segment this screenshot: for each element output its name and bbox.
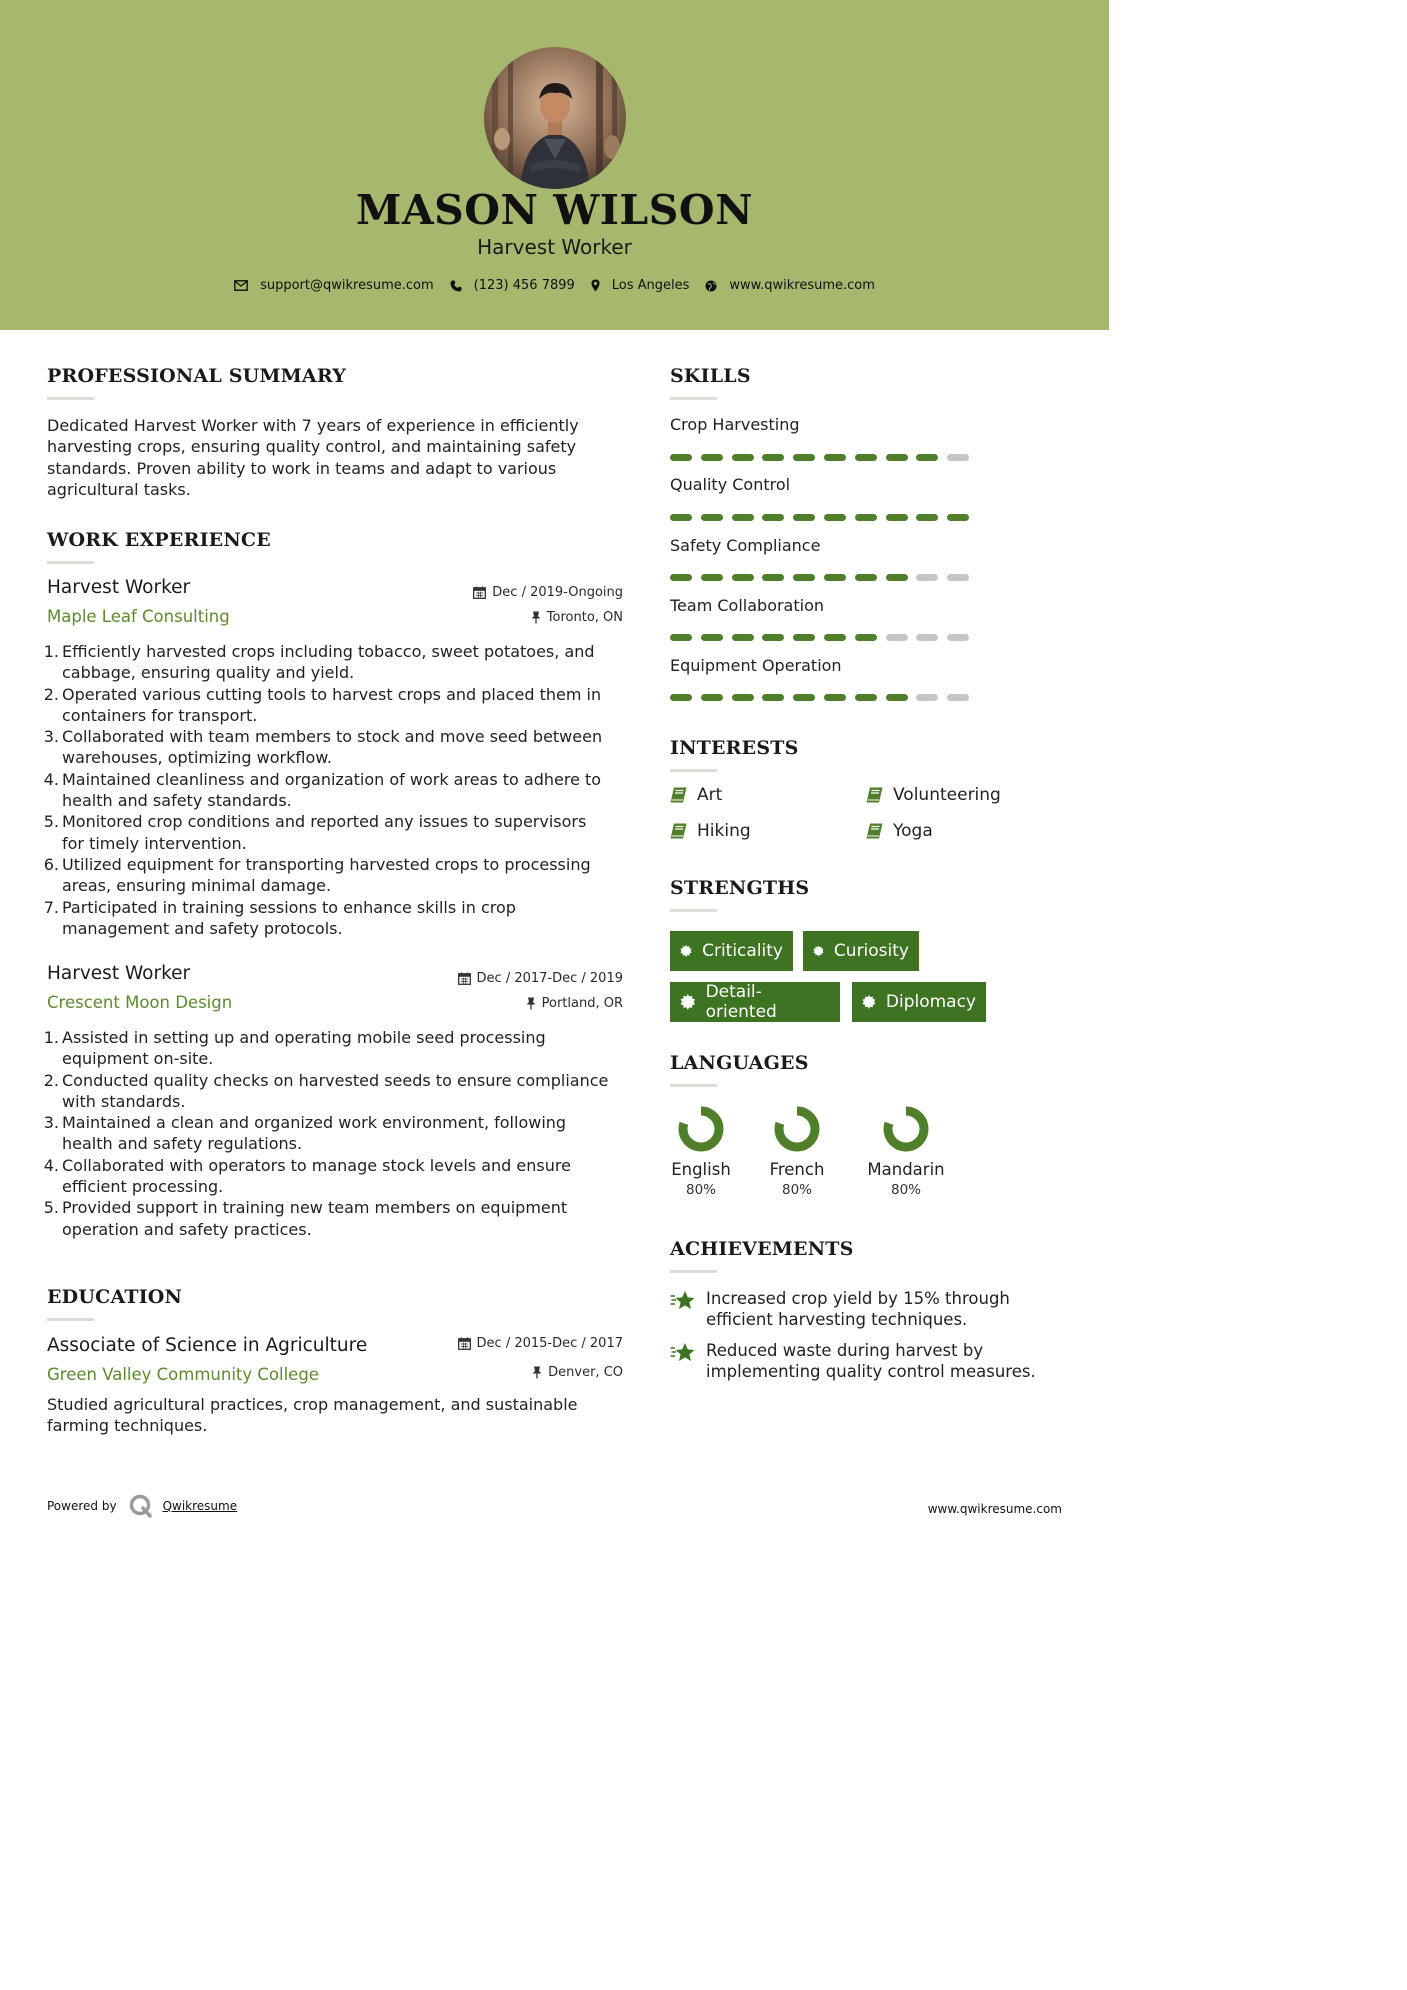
skill-level-bar: [670, 454, 970, 461]
strength-label: Diplomacy: [885, 992, 976, 1012]
skill-level-segment: [732, 514, 754, 521]
skill-level-bar: [670, 694, 970, 701]
profile-photo: [484, 47, 626, 189]
summary-line: agricultural tasks.: [47, 479, 191, 499]
skill-name: Quality Control: [670, 475, 791, 494]
language-item: [752, 1104, 842, 1198]
skill-level-segment: [886, 694, 908, 701]
skill-level-segment: [793, 454, 815, 461]
education-heading: EDUCATION: [47, 1286, 183, 1308]
job-dates-text: Dec / 2017-Dec / 2019: [476, 971, 623, 986]
skill-level-segment: [670, 514, 692, 521]
skill-level-segment: [732, 574, 754, 581]
section-divider: [670, 1270, 717, 1273]
contact-bar: [0, 278, 1109, 293]
language-item: [861, 1104, 951, 1198]
list-item: 5. Provided support in training new team members on equipment operation and safety practices.: [43, 1198, 568, 1239]
interest-label: Volunteering: [893, 785, 1001, 805]
skill-level-segment: [762, 454, 784, 461]
contact-phone-text: (123) 456 7899: [473, 278, 575, 293]
skill-name: Crop Harvesting: [670, 415, 800, 434]
skill-level-segment: [793, 694, 815, 701]
language-level-arc: [888, 1111, 924, 1147]
interest-label: Art: [697, 785, 723, 805]
job-location: [526, 996, 623, 1011]
job-location-text: Portland, OR: [541, 996, 623, 1011]
candidate-title: Harvest Worker: [477, 235, 632, 259]
phone-icon: [450, 280, 462, 292]
achievement-line: Increased crop yield by 15% through: [706, 1289, 1010, 1308]
skill-name: Team Collaboration: [670, 596, 825, 615]
skill-level-segment: [855, 634, 877, 641]
pushpin-icon: [526, 997, 536, 1010]
skill-level-segment: [916, 694, 938, 701]
skill-level-segment: [701, 454, 723, 461]
interest-item: [866, 821, 933, 841]
strength-label: Detail-oriented: [705, 982, 777, 1022]
calendar-icon: [473, 586, 486, 599]
skill-level-segment: [701, 574, 723, 581]
skill-level-segment: [762, 634, 784, 641]
education-line: farming techniques.: [47, 1416, 208, 1436]
star-icon: [670, 1342, 696, 1364]
footer-url[interactable]: www.qwikresume.com: [927, 1502, 1062, 1516]
badge-icon: [680, 943, 692, 959]
skill-level-segment: [916, 454, 938, 461]
skill-level-segment: [824, 694, 846, 701]
language-name: English: [671, 1160, 731, 1179]
skill-level-segment: [886, 574, 908, 581]
contact-phone[interactable]: [450, 278, 575, 293]
skill-level-segment: [701, 514, 723, 521]
skill-level-segment: [670, 574, 692, 581]
book-icon: [866, 787, 883, 803]
interest-item: [866, 785, 1001, 805]
skill-level-segment: [670, 634, 692, 641]
skill-level-segment: [947, 454, 969, 461]
summary-heading: PROFESSIONAL SUMMARY: [47, 365, 347, 387]
skill-level-segment: [916, 634, 938, 641]
section-divider: [47, 561, 94, 564]
degree-title: Associate of Science in Agriculture: [47, 1335, 368, 1356]
job-dates: [473, 585, 623, 600]
pushpin-icon: [532, 1366, 542, 1379]
strength-label: Curiosity: [833, 941, 909, 961]
interest-label: Hiking: [697, 821, 751, 841]
education-location: [532, 1365, 623, 1380]
strength-tag: [670, 982, 840, 1022]
list-item: 1. Assisted in setting up and operating mobile seed processing equipment on-site.: [43, 1028, 546, 1069]
job-location: [531, 610, 623, 625]
skill-level-segment: [916, 574, 938, 581]
skill-level-segment: [701, 694, 723, 701]
job-duties-list: [40, 641, 630, 939]
list-item: 7. Participated in training sessions to enhance skills in crop management and safety protocols.: [43, 897, 516, 938]
book-icon: [670, 823, 687, 839]
skill-level-segment: [670, 694, 692, 701]
contact-website[interactable]: [705, 278, 875, 293]
badge-icon: [680, 994, 696, 1010]
section-divider: [670, 909, 717, 912]
skill-level-segment: [824, 634, 846, 641]
language-level: 80%: [781, 1182, 812, 1198]
envelope-icon: [234, 280, 248, 291]
summary-line: Dedicated Harvest Worker with 7 years of experience in efficiently: [47, 416, 579, 435]
strength-tag: [670, 931, 793, 971]
contact-location-text: Los Angeles: [611, 278, 690, 293]
skill-level-segment: [762, 694, 784, 701]
section-divider: [670, 397, 717, 400]
skill-level-segment: [855, 514, 877, 521]
job-dates-text: Dec / 2019-Ongoing: [492, 585, 623, 600]
school-name: Green Valley Community College: [47, 1365, 319, 1384]
job-title: Harvest Worker: [47, 577, 191, 598]
skill-level-segment: [732, 694, 754, 701]
skill-level-segment: [886, 514, 908, 521]
skills-heading: SKILLS: [670, 365, 751, 387]
skill-level-segment: [886, 454, 908, 461]
achievement-line: Reduced waste during harvest by: [706, 1341, 984, 1360]
interest-label: Yoga: [893, 821, 933, 841]
strength-tag: [803, 931, 919, 971]
job-location-text: Toronto, ON: [546, 610, 623, 625]
badge-icon: [862, 994, 876, 1010]
achievement-line: efficient harvesting techniques.: [706, 1310, 968, 1330]
skill-level-bar: [670, 514, 970, 521]
education-location-text: Denver, CO: [548, 1365, 623, 1380]
map-pin-icon: [591, 279, 600, 292]
skill-level-bar: [670, 574, 970, 581]
job-duties-list: [40, 1027, 630, 1240]
strength-tag: [852, 982, 986, 1022]
powered-by-label: Powered by: [47, 1499, 117, 1513]
skill-level-segment: [701, 634, 723, 641]
list-item: 3. Collaborated with team members to stock and move seed between warehouses, optimizing workflow.: [43, 727, 603, 768]
achievement-item: [670, 1288, 1010, 1331]
job-title: Harvest Worker: [47, 963, 191, 984]
skill-level-segment: [793, 634, 815, 641]
badge-icon: [813, 943, 824, 959]
summary-line: standards. Proven ability to work in teams and adapt to various: [47, 458, 557, 478]
strengths-heading: STRENGTHS: [670, 877, 810, 899]
qwikresume-logo-icon: [129, 1494, 153, 1518]
skill-level-segment: [824, 454, 846, 461]
skill-level-segment: [947, 694, 969, 701]
language-level: 80%: [890, 1182, 921, 1198]
education-description: [47, 1394, 647, 1437]
section-divider: [670, 1084, 717, 1087]
language-level-ring: [772, 1104, 822, 1154]
skill-name: Equipment Operation: [670, 656, 842, 675]
skill-level-segment: [793, 514, 815, 521]
skill-level-segment: [762, 514, 784, 521]
list-item: 1. Efficiently harvested crops including tobacco, sweet potatoes, and cabbage, ensuring quality and yield.: [43, 642, 595, 683]
book-icon: [866, 823, 883, 839]
job-dates: [458, 971, 623, 986]
job-company: Maple Leaf Consulting: [47, 607, 230, 626]
skill-level-bar: [670, 634, 970, 641]
skill-level-segment: [886, 634, 908, 641]
interests-heading: INTERESTS: [670, 737, 799, 759]
achievement-line: implementing quality control measures.: [706, 1362, 1036, 1382]
brand-link[interactable]: Qwikresume: [162, 1499, 238, 1513]
pushpin-icon: [531, 611, 541, 624]
language-level-ring: [881, 1104, 931, 1154]
skill-name: Safety Compliance: [670, 536, 821, 555]
contact-location: [591, 278, 690, 293]
skill-level-segment: [732, 634, 754, 641]
skill-level-segment: [793, 574, 815, 581]
skill-level-segment: [762, 574, 784, 581]
contact-website-text: www.qwikresume.com: [729, 278, 875, 293]
education-dates-text: Dec / 2015-Dec / 2017: [476, 1336, 623, 1351]
contact-email-text: support@qwikresume.com: [260, 278, 434, 293]
language-name: French: [769, 1160, 825, 1179]
skill-level-segment: [824, 574, 846, 581]
summary-text: [47, 415, 647, 500]
calendar-icon: [458, 972, 471, 985]
list-item: 4. Collaborated with operators to manage stock levels and ensure efficient processing.: [43, 1155, 571, 1197]
interest-item: [670, 821, 751, 841]
education-line: Studied agricultural practices, crop management, and sustainable: [47, 1395, 578, 1414]
skill-level-segment: [947, 514, 969, 521]
languages-heading: LANGUAGES: [670, 1052, 809, 1074]
list-item: 3. Maintained a clean and organized work environment, following health and safety regulations.: [43, 1113, 567, 1154]
footer: [47, 1494, 237, 1518]
skill-level-segment: [732, 454, 754, 461]
achievement-item: [670, 1340, 1036, 1383]
star-icon: [670, 1290, 696, 1312]
book-icon: [670, 787, 687, 803]
list-item: 5. Monitored crop conditions and reported any issues to supervisors for timely intervention.: [43, 812, 587, 853]
calendar-icon: [458, 1337, 471, 1350]
achievements-heading: ACHIEVEMENTS: [670, 1238, 854, 1260]
list-item: 2. Operated various cutting tools to harvest crops and placed them in containers for transport.: [43, 684, 602, 725]
strength-label: Criticality: [702, 941, 783, 961]
interest-item: [670, 785, 722, 805]
language-level-arc: [683, 1111, 719, 1147]
skill-level-segment: [855, 574, 877, 581]
skill-level-segment: [916, 514, 938, 521]
experience-heading: WORK EXPERIENCE: [47, 529, 271, 551]
language-name: Mandarin: [867, 1160, 945, 1179]
skill-level-segment: [824, 514, 846, 521]
list-item: 2. Conducted quality checks on harvested seeds to ensure compliance with standards.: [43, 1070, 609, 1111]
resume-header: [0, 0, 1109, 330]
skill-level-segment: [947, 634, 969, 641]
skill-level-segment: [855, 694, 877, 701]
education-dates: [458, 1336, 623, 1351]
candidate-name: MASON WILSON: [355, 186, 754, 234]
summary-line: harvesting crops, ensuring quality control, and maintaining safety: [47, 437, 577, 457]
section-divider: [670, 769, 717, 772]
language-level-ring: [676, 1104, 726, 1154]
section-divider: [47, 397, 94, 400]
language-level: 80%: [685, 1182, 716, 1198]
job-company: Crescent Moon Design: [47, 993, 233, 1012]
section-divider: [47, 1318, 94, 1321]
skill-level-segment: [670, 454, 692, 461]
globe-icon: [705, 280, 717, 292]
language-item: [656, 1104, 746, 1198]
skill-level-segment: [855, 454, 877, 461]
language-level-arc: [779, 1111, 815, 1147]
skill-level-segment: [947, 574, 969, 581]
list-item: 4. Maintained cleanliness and organization of work areas to adhere to health and safety standards.: [43, 769, 602, 811]
contact-email[interactable]: [234, 278, 434, 293]
list-item: 6. Utilized equipment for transporting harvested crops to processing areas, ensuring minimal damage.: [43, 854, 591, 896]
